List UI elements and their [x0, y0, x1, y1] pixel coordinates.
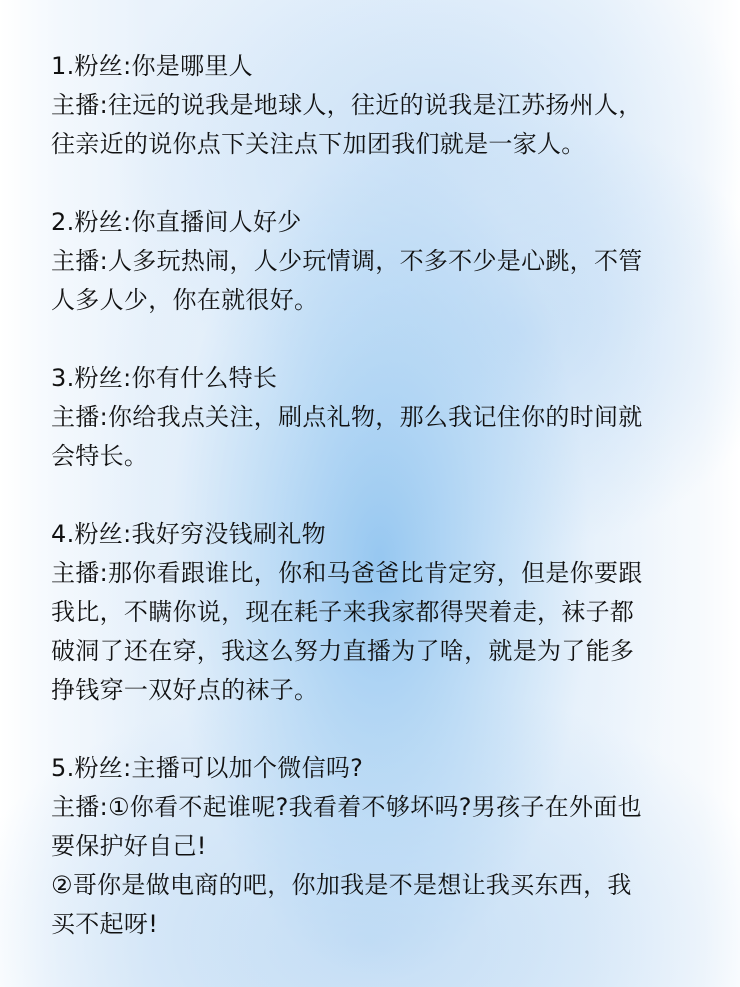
question-line: 1.粉丝:你是哪里人	[51, 52, 253, 80]
answer-line: 会特长。	[51, 442, 149, 470]
answer-line: 我比，不瞒你说，现在耗子来我家都得哭着走，袜子都	[51, 598, 635, 626]
qa-item-1	[51, 47, 711, 164]
answer-line: ②哥你是做电商的吧，你加我是不是想让我买东西，我	[51, 871, 632, 899]
answer-line: 挣钱穿一双好点的袜子。	[51, 676, 319, 704]
question-line: 4.粉丝:我好穷没钱刷礼物	[51, 520, 326, 548]
answer-line: 买不起呀!	[51, 910, 159, 938]
answer-line: 破洞了还在穿，我这么努力直播为了啥，就是为了能多	[51, 637, 635, 665]
answer-line: 要保护好自己!	[51, 832, 207, 860]
question-line: 5.粉丝:主播可以加个微信吗?	[51, 754, 364, 782]
answer-line: 主播:①你看不起谁呢?我看着不够坏吗?男孩子在外面也	[51, 793, 642, 821]
answer-line: 主播:人多玩热闹，人少玩情调，不多不少是心跳，不管	[51, 247, 643, 275]
qa-list	[51, 47, 711, 983]
question-line: 2.粉丝:你直播间人好少	[51, 208, 302, 236]
qa-item-2	[51, 203, 711, 320]
answer-line: 主播:往远的说我是地球人，往近的说我是江苏扬州人，	[51, 91, 643, 119]
answer-line: 人多人少，你在就很好。	[51, 286, 319, 314]
answer-line: 往亲近的说你点下关注点下加团我们就是一家人。	[51, 130, 586, 158]
qa-item-3	[51, 359, 711, 476]
answer-line: 主播:那你看跟谁比，你和马爸爸比肯定穷，但是你要跟	[51, 559, 643, 587]
qa-item-4	[51, 515, 711, 710]
answer-line: 主播:你给我点关注，刷点礼物，那么我记住你的时间就	[51, 403, 643, 431]
question-line: 3.粉丝:你有什么特长	[51, 364, 278, 392]
qa-item-5	[51, 749, 711, 944]
